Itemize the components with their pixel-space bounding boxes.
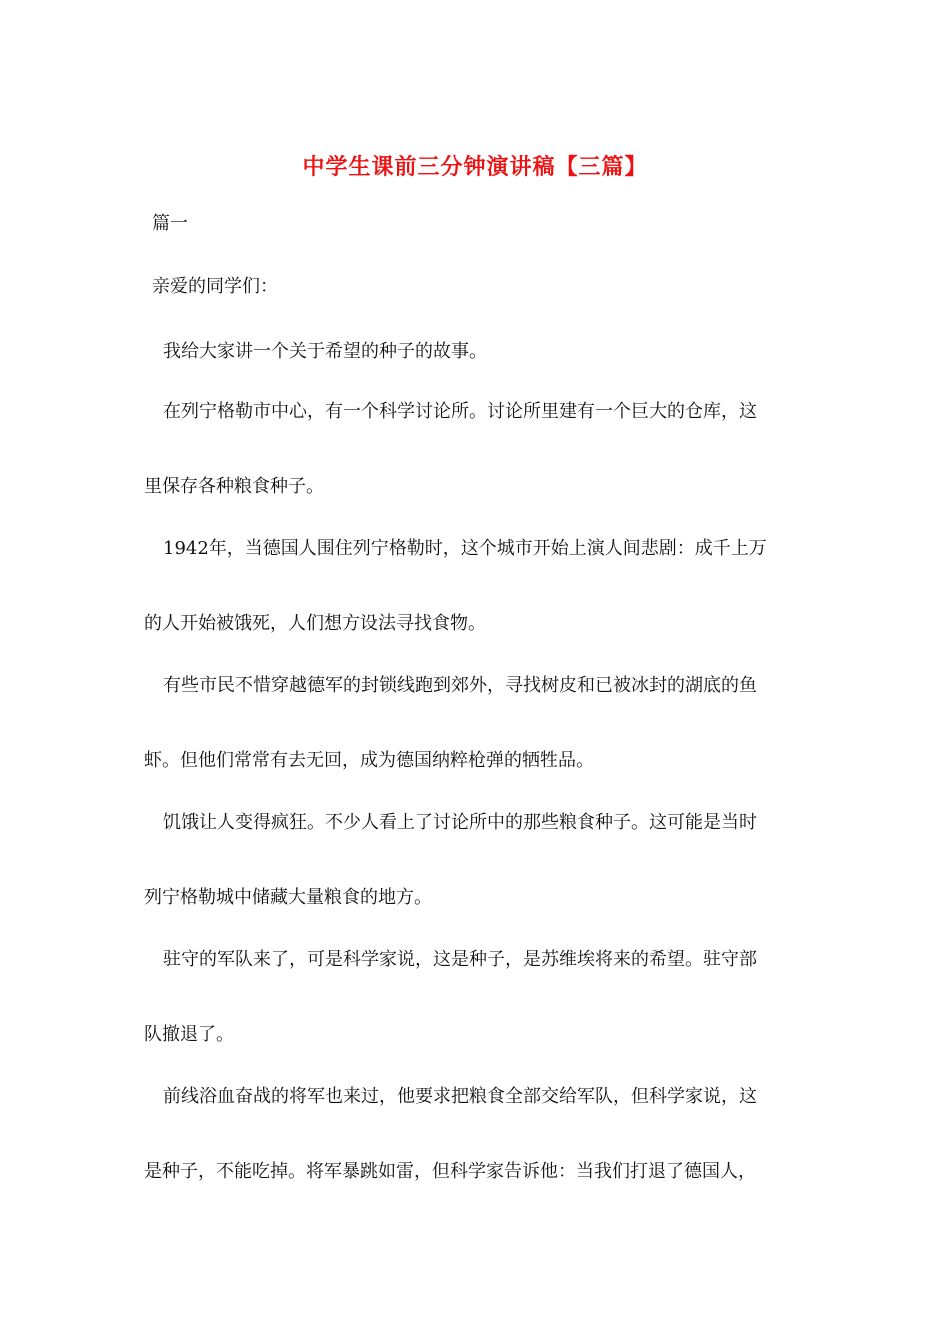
paragraph-line-text: 年，当德国人围住列宁格勒时，这个城市开始上演人间悲剧：成千上万 bbox=[208, 538, 767, 559]
section-heading: 篇一 bbox=[152, 213, 188, 234]
paragraph-line: 虾。但他们常常有去无回，成为德国纳粹枪弹的牺牲品。 bbox=[144, 750, 594, 771]
paragraph-line: 驻守的军队来了，可是科学家说，这是种子，是苏维埃将来的希望。驻守部 bbox=[163, 949, 757, 970]
document-title: 中学生课前三分钟演讲稿【三篇】 bbox=[302, 155, 648, 180]
paragraph-line: 饥饿让人变得疯狂。不少人看上了讨论所中的那些粮食种子。这可能是当时 bbox=[163, 812, 757, 833]
paragraph-line: 是种子，不能吃掉。将军暴跳如雷，但科学家告诉他：当我们打退了德国人， bbox=[144, 1161, 756, 1182]
paragraph-line: 列宁格勒城中储藏大量粮食的地方。 bbox=[144, 887, 432, 908]
paragraph-line: 有些市民不惜穿越德军的封锁线跑到郊外，寻找树皮和已被冰封的湖底的鱼 bbox=[163, 675, 757, 696]
paragraph-line: 队撤退了。 bbox=[144, 1024, 234, 1045]
year-text: 1942 bbox=[163, 538, 209, 559]
paragraph-line: 我给大家讲一个关于希望的种子的故事。 bbox=[163, 341, 487, 362]
paragraph-line bbox=[163, 535, 767, 563]
paragraph-line: 前线浴血奋战的将军也来过，他要求把粮食全部交给军队，但科学家说，这 bbox=[163, 1086, 757, 1107]
paragraph-line: 的人开始被饿死，人们想方设法寻找食物。 bbox=[144, 613, 486, 634]
paragraph-line: 里保存各种粮食种子。 bbox=[144, 476, 324, 497]
salutation: 亲爱的同学们： bbox=[152, 276, 278, 297]
paragraph-line: 在列宁格勒市中心，有一个科学讨论所。讨论所里建有一个巨大的仓库，这 bbox=[163, 401, 757, 422]
